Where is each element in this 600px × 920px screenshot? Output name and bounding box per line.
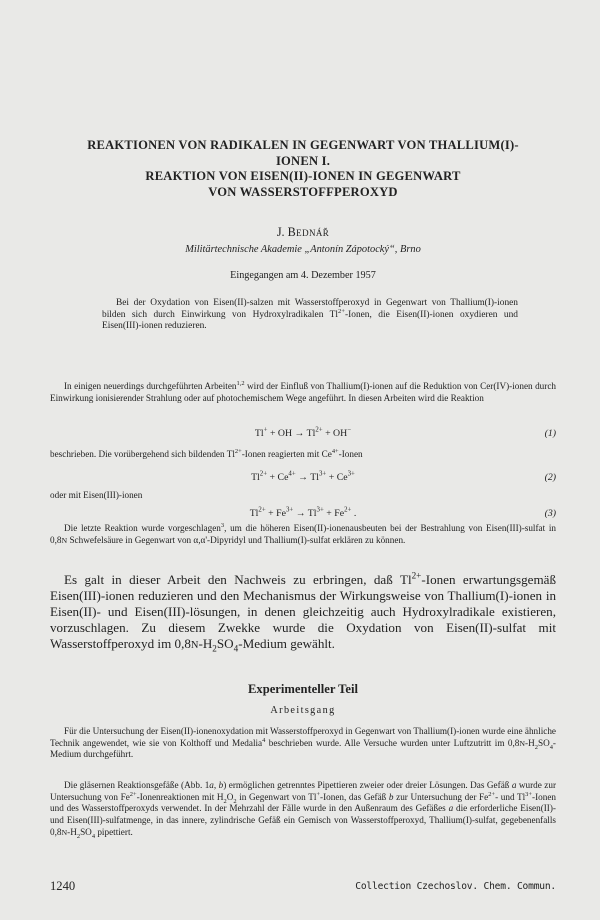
- subsection-heading: Arbeitsgang: [270, 705, 336, 716]
- equation-3: $Tl^{2+} + Fe^{3+} \to Tl^{3+} + Fe^{2+}$ . (3): [249, 506, 556, 519]
- equation-2: $Tl^{2+} + Ce^{4+} \to Tl^{3+} + Ce^{3+}$ (2): [251, 470, 556, 483]
- section-heading: Experimenteller Teil: [248, 682, 358, 696]
- abstract: Bei der Oxydation von Eisen(II)-salzen mit Wasserstoffperoxyd in Gegenwart von Thallium(I)-ionen bilden sich durch Einwirkung von Hydroxylradikalen $Tl^{2+}$-Ionen, die Eisen(II)-ionen oxydieren und Eisen(III)-ionen reduzieren.: [102, 298, 518, 332]
- aim-paragraph: Es galt in dieser Arbeit den Nachweis zu erbringen, daß $Tl^{2+}$-Ionen erwartungsgemäß Eisen(III)-ionen reduzieren und den Mechanismus der Wirkungsweise von Thallium(I)-ionen in Eisen(II)- und Eisen(III)-lösungen, in denen gleichzeitig auch Hydroxylradikale existieren, vorzuschlagen. Zu diesem Zwekke wurde die Oxydation von Eisen(II)-sulfat mit Wasserstoffperoxyd im $0,8N-H_2SO_4$-Medium gewählt.: [50, 570, 556, 654]
- paragraph: Die letzte Reaktion wurde vorgeschlagen$^3$, um die höheren Eisen(II)-ionenausbeuten bei der Bestrahlung von Eisen(III)-sulfat in 0,8N Schwefelsäure in Gegenwart von α,α'-Dipyridyl und Thallium(I)-sulfat erklären zu können.: [50, 521, 556, 545]
- equation-number: (1): [544, 428, 556, 439]
- paragraph: Für die Untersuchung der Eisen(II)-ionenoxydation mit Wasserstoffperoxyd in Gegenwart von Thallium(I)-ionen wurde eine ähnliche Technik angewendet, wie sie von Kolthoff und Medalia$^4$ beschrieben wurde. Alle Versuche wurden unter Luftzutritt im $0,8N-H_2SO_4$-Medium durchgeführt.: [50, 726, 556, 760]
- intro-paragraph: In einigen neuerdings durchgeführten Arbeiten$^{1,2}$ wird der Einfluß von Thallium(I)-ionen auf die Reduktion von Cer(IV)-ionen durch Einwirkung ionisierender Strahlung oder auf photochemischem Wege angeführt. In diesen Arbeiten wird die Reaktion: [50, 379, 556, 403]
- page-number: 1240: [50, 879, 76, 893]
- text-between-equations: beschrieben. Die vorübergehend sich bildenden $Tl^{2+}$-Ionen reagierten mit $Ce^{4+}$-Ionen: [50, 447, 363, 459]
- equation-1: Tl+ + OH → $Tl^{2+} + OH^-$ (1): [254, 426, 556, 439]
- title-line: IONEN I.: [275, 153, 331, 168]
- author: J. Bednář: [276, 225, 330, 239]
- equation-number: (2): [544, 472, 556, 483]
- title-line: REAKTIONEN VON RADIKALEN IN GEGENWART VON THALLIUM(I)-: [87, 138, 519, 152]
- affiliation: Militärtechnische Akademie „Antonín Zápotocký“, Brno: [185, 244, 421, 255]
- text-between-equations: oder mit Eisen(III)-ionen: [50, 490, 143, 500]
- received-date: Eingegangen am 4. Dezember 1957: [230, 270, 376, 281]
- journal-name: Collection Czechoslov. Chem. Commun.: [355, 881, 556, 892]
- equation-number: (3): [544, 508, 556, 519]
- paragraph: Die gläsernen Reaktionsgefäße (Abb. 1a, b) ermöglichen getrenntes Pipettieren zweier oder dreier Lösungen. Das Gefäß a wurde zur Untersuchung von $Fe^{2+}$-Ionenreaktionen mit $H_2O_2$ in Gegenwart von Tl+-Ionen, das Gefäß b zur Untersuchung der $Fe^{2+}-$ und $Tl^{3+}$-Ionen und des Wasserstoffperoxyds verwendet. In der Mehrzahl der Fälle wurde in den Außenraum des Gefäßes a die erforderliche Eisen(II)- und Eisen(III)-sulfatmenge, in das innere, zylindrische Gefäß ein Gemisch von Wasserstoffperoxyd, Thallium(I)-sulfat, gegebenenfalls $0,8N-H_2SO_4$ pipettiert.: [50, 780, 557, 840]
- paper-title: [50, 138, 556, 200]
- title-line: VON WASSERSTOFFPEROXYD: [208, 184, 398, 199]
- title-line: REAKTION VON EISEN(II)-IONEN IN GEGENWART: [145, 169, 461, 183]
